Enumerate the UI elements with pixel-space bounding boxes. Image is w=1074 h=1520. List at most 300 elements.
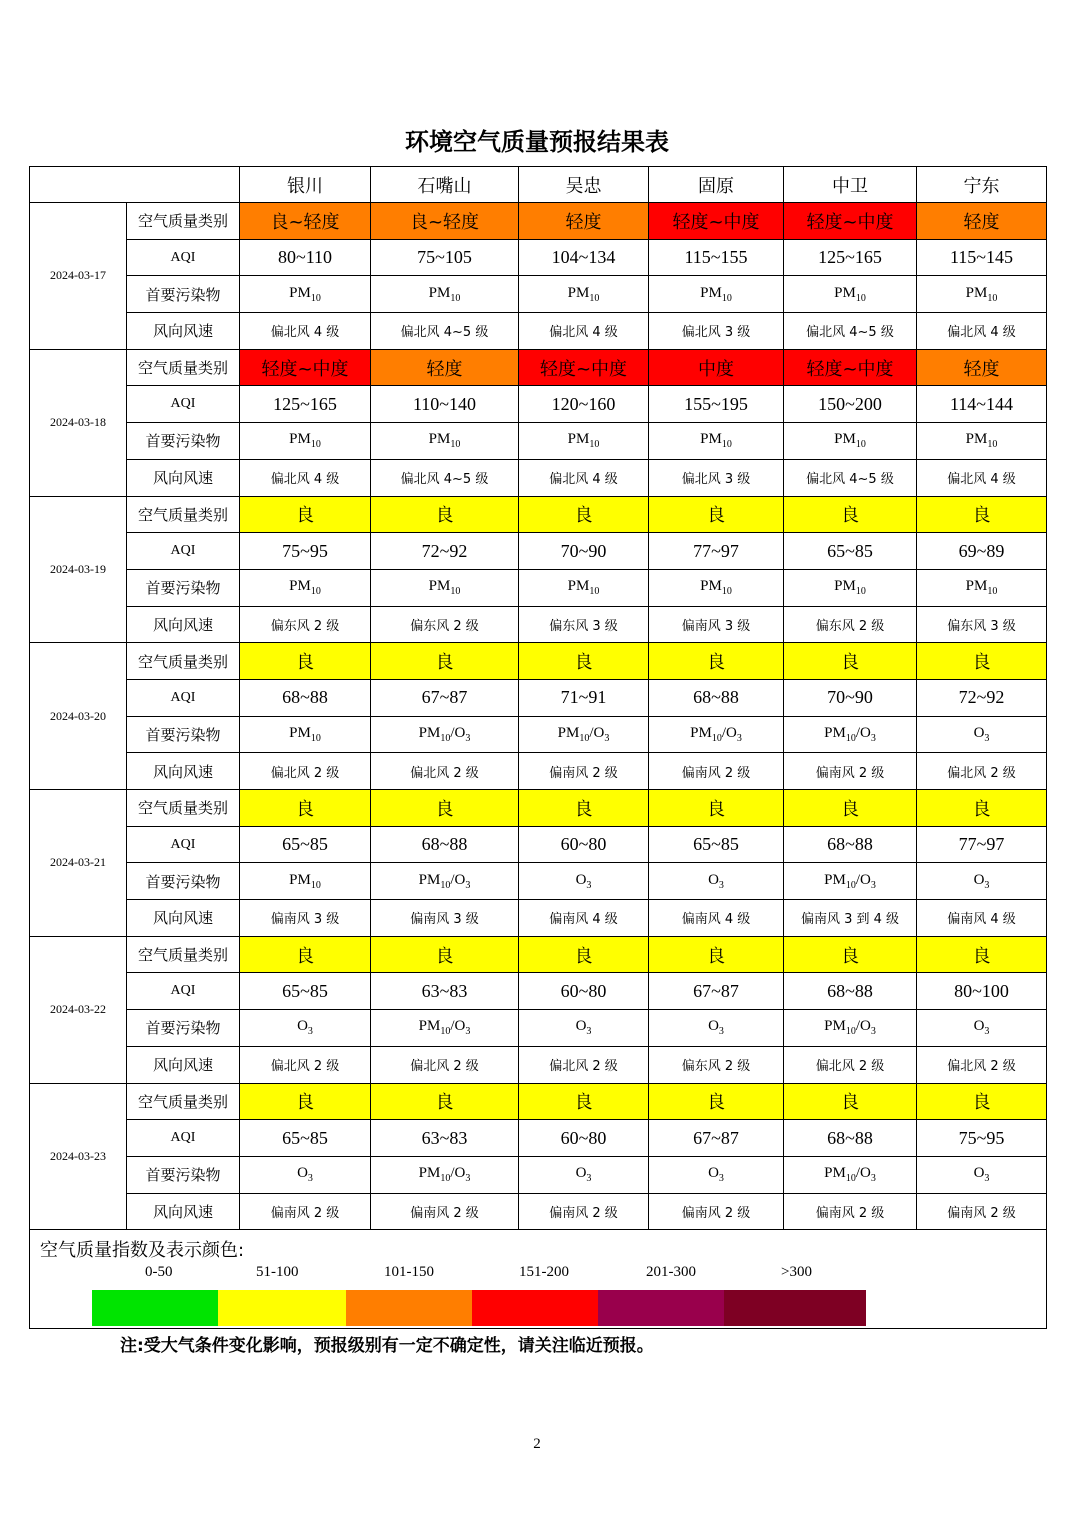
wind-cell: 偏南风 3 级 <box>240 900 371 937</box>
pollutant-name: PM <box>418 1018 441 1035</box>
forecast-row-category <box>30 349 1047 386</box>
primary-pollutant-cell <box>240 423 371 460</box>
aqi-range-cell: 80~100 <box>917 973 1047 1010</box>
legend-swatch-151-200 <box>472 1290 598 1326</box>
pollutant-subscript: 10 <box>987 439 998 451</box>
aqi-range-cell: 68~88 <box>784 826 917 863</box>
pollutant-name: PM <box>418 871 441 888</box>
aqi-category-cell: 良 <box>371 790 519 827</box>
city-header: 中卫 <box>784 167 917 203</box>
primary-pollutant-cell <box>371 1010 519 1047</box>
pollutant-name: PM <box>700 431 722 448</box>
forecast-row-pollutant <box>30 423 1047 460</box>
pollutant-subscript: 10 <box>579 732 590 744</box>
pollutant-secondary-base: O <box>575 871 587 888</box>
pollutant-secondary-base: /O <box>450 1165 466 1182</box>
pollutant-secondary-subscript: 3 <box>718 1173 724 1185</box>
pollutant-secondary <box>855 1018 876 1038</box>
wind-cell: 偏南风 2 级 <box>240 1193 371 1230</box>
pollutant-subscript: 10 <box>310 586 321 598</box>
pollutant-secondary <box>575 1018 592 1038</box>
wind-cell: 偏南风 2 级 <box>649 1193 784 1230</box>
wind-cell: 偏南风 4 级 <box>519 900 649 937</box>
pollutant-subscript: 10 <box>721 292 732 304</box>
primary-pollutant-cell <box>917 423 1047 460</box>
aqi-range-cell: 65~85 <box>784 533 917 570</box>
pollutant-secondary-base: O <box>708 1018 719 1035</box>
pollutant-secondary <box>450 1018 471 1038</box>
pollutant-name: PM <box>700 578 722 595</box>
aqi-range-cell: 75~95 <box>917 1120 1047 1157</box>
row-label-pollutant: 首要污染物 <box>127 863 240 900</box>
pollutant-subscript: 10 <box>589 586 600 598</box>
forecast-row-pollutant <box>30 1156 1047 1193</box>
aqi-category-cell: 良 <box>240 643 371 680</box>
primary-pollutant-cell <box>784 423 917 460</box>
forecast-row-aqi <box>30 826 1047 863</box>
pollutant-secondary-base: /O <box>855 724 871 741</box>
aqi-category-cell: 轻度~中度 <box>519 349 649 386</box>
pollutant-name: PM <box>824 871 846 888</box>
wind-cell: 偏北风 3 级 <box>649 313 784 350</box>
aqi-category-cell: 良~轻度 <box>240 203 371 240</box>
row-label-wind: 风向风速 <box>127 459 240 496</box>
aqi-range-cell: 67~87 <box>371 679 519 716</box>
pollutant-secondary <box>589 724 610 744</box>
wind-cell: 偏东风 3 级 <box>519 606 649 643</box>
pollutant-subscript: 10 <box>310 732 321 744</box>
pollutant-secondary-base: /O <box>855 1018 871 1035</box>
forecast-date: 2024-03-17 <box>30 203 127 350</box>
pollutant-secondary-base: O <box>575 1018 587 1035</box>
primary-pollutant-cell <box>371 569 519 606</box>
pollutant-subscript: 10 <box>310 879 321 891</box>
pollutant-secondary-subscript: 3 <box>307 1173 313 1185</box>
aqi-range-cell: 68~88 <box>371 826 519 863</box>
pollutant-subscript: 10 <box>450 292 461 304</box>
wind-cell: 偏南风 4 级 <box>649 900 784 937</box>
pollutant-subscript: 10 <box>987 586 998 598</box>
header-corner-cell <box>30 167 240 203</box>
row-label-category: 空气质量类别 <box>127 643 240 680</box>
forecast-row-category <box>30 1083 1047 1120</box>
primary-pollutant-cell <box>649 1156 784 1193</box>
forecast-row-aqi <box>30 386 1047 423</box>
legend-range-label: 201-300 <box>646 1264 696 1281</box>
pollutant-secondary <box>855 871 876 891</box>
primary-pollutant-cell <box>371 716 519 753</box>
aqi-range-cell: 80~110 <box>240 239 371 276</box>
forecast-row-wind <box>30 313 1047 350</box>
wind-cell: 偏北风 2 级 <box>240 1046 371 1083</box>
pollutant-secondary-subscript: 3 <box>586 1173 592 1185</box>
pollutant-secondary-base: /O <box>450 724 466 741</box>
aqi-range-cell: 65~85 <box>240 973 371 1010</box>
aqi-category-cell: 良 <box>519 1083 649 1120</box>
primary-pollutant-cell <box>649 716 784 753</box>
aqi-range-cell: 65~85 <box>649 826 784 863</box>
aqi-category-cell: 良 <box>371 496 519 533</box>
pollutant-secondary-subscript: 3 <box>870 879 876 891</box>
pollutant-subscript: 10 <box>450 586 461 598</box>
aqi-range-cell: 115~145 <box>917 239 1047 276</box>
primary-pollutant-cell <box>240 276 371 313</box>
aqi-range-cell: 104~134 <box>519 239 649 276</box>
pollutant-subscript: 10 <box>855 292 866 304</box>
pollutant-name: PM <box>567 578 590 595</box>
forecast-row-aqi <box>30 973 1047 1010</box>
pollutant-secondary-subscript: 3 <box>604 732 610 744</box>
pollutant-secondary-subscript: 3 <box>736 732 742 744</box>
legend-range-label: 51-100 <box>256 1264 299 1281</box>
forecast-row-pollutant <box>30 1010 1047 1047</box>
pollutant-name: PM <box>824 1165 846 1182</box>
pollutant-subscript: 10 <box>845 1173 856 1185</box>
disclaimer-note: 注:受大气条件变化影响，预报级别有一定不确定性，请关注临近预报。 <box>120 1336 654 1356</box>
wind-cell: 偏南风 2 级 <box>917 1193 1047 1230</box>
city-header: 银川 <box>240 167 371 203</box>
wind-cell: 偏北风 2 级 <box>917 753 1047 790</box>
pollutant-name: PM <box>289 284 311 301</box>
primary-pollutant-cell <box>649 423 784 460</box>
pollutant-secondary <box>297 1165 313 1185</box>
primary-pollutant-cell <box>519 423 649 460</box>
pollutant-secondary-subscript: 3 <box>465 1026 471 1038</box>
legend-range-label: 151-200 <box>519 1264 569 1281</box>
aqi-range-cell: 63~83 <box>371 1120 519 1157</box>
pollutant-secondary-base: O <box>973 871 985 888</box>
row-label-pollutant: 首要污染物 <box>127 1156 240 1193</box>
primary-pollutant-cell <box>649 1010 784 1047</box>
aqi-category-cell: 良 <box>519 643 649 680</box>
primary-pollutant-cell <box>371 423 519 460</box>
pollutant-name: PM <box>428 578 451 595</box>
aqi-range-cell: 67~87 <box>649 973 784 1010</box>
pollutant-subscript: 10 <box>440 879 451 891</box>
aqi-category-cell: 良 <box>649 496 784 533</box>
wind-cell: 偏南风 2 级 <box>784 753 917 790</box>
forecast-row-wind <box>30 900 1047 937</box>
wind-cell: 偏南风 4 级 <box>917 900 1047 937</box>
row-label-wind: 风向风速 <box>127 313 240 350</box>
aqi-range-cell: 72~92 <box>917 679 1047 716</box>
forecast-date: 2024-03-19 <box>30 496 127 643</box>
aqi-range-cell: 125~165 <box>240 386 371 423</box>
aqi-range-cell: 68~88 <box>784 1120 917 1157</box>
aqi-category-cell: 良 <box>649 643 784 680</box>
pollutant-subscript: 10 <box>310 439 321 451</box>
aqi-category-cell: 良 <box>784 936 917 973</box>
pollutant-secondary-base: O <box>297 1165 308 1182</box>
aqi-category-cell: 良 <box>240 1083 371 1120</box>
aqi-category-cell: 轻度 <box>519 203 649 240</box>
aqi-range-cell: 60~80 <box>519 1120 649 1157</box>
legend-swatch-201-300 <box>598 1290 724 1326</box>
primary-pollutant-cell <box>917 276 1047 313</box>
row-label-aqi: AQI <box>127 386 240 423</box>
primary-pollutant-cell <box>371 863 519 900</box>
wind-cell: 偏南风 3 到 4 级 <box>784 900 917 937</box>
wind-cell: 偏南风 3 级 <box>649 606 784 643</box>
pollutant-secondary <box>575 871 592 891</box>
pollutant-secondary-subscript: 3 <box>984 1173 990 1185</box>
forecast-row-category <box>30 643 1047 680</box>
pollutant-secondary <box>855 1165 876 1185</box>
forecast-row-category <box>30 790 1047 827</box>
pollutant-secondary <box>973 1018 990 1038</box>
pollutant-name: PM <box>834 284 856 301</box>
row-label-category: 空气质量类别 <box>127 496 240 533</box>
aqi-category-cell: 良 <box>917 643 1047 680</box>
aqi-category-cell: 轻度 <box>917 349 1047 386</box>
legend-swatch-0-50 <box>92 1290 218 1326</box>
wind-cell: 偏北风 2 级 <box>371 753 519 790</box>
pollutant-name: PM <box>965 431 988 448</box>
row-label-wind: 风向风速 <box>127 1046 240 1083</box>
aqi-range-cell: 60~80 <box>519 826 649 863</box>
wind-cell: 偏北风 2 级 <box>917 1046 1047 1083</box>
wind-cell: 偏北风 4~5 级 <box>371 459 519 496</box>
pollutant-secondary-base: O <box>973 724 985 741</box>
pollutant-subscript: 10 <box>310 292 321 304</box>
pollutant-secondary-base: O <box>708 871 719 888</box>
primary-pollutant-cell <box>240 1156 371 1193</box>
aqi-range-cell: 150~200 <box>784 386 917 423</box>
wind-cell: 偏北风 4 级 <box>240 313 371 350</box>
aqi-category-cell: 良 <box>784 1083 917 1120</box>
pollutant-secondary-subscript: 3 <box>586 879 592 891</box>
aqi-range-cell: 115~155 <box>649 239 784 276</box>
pollutant-secondary-base: /O <box>855 1165 871 1182</box>
pollutant-name: PM <box>289 724 311 741</box>
row-label-pollutant: 首要污染物 <box>127 423 240 460</box>
primary-pollutant-cell <box>519 863 649 900</box>
aqi-range-cell: 70~90 <box>784 679 917 716</box>
row-label-wind: 风向风速 <box>127 606 240 643</box>
wind-cell: 偏南风 3 级 <box>371 900 519 937</box>
pollutant-secondary-subscript: 3 <box>984 879 990 891</box>
pollutant-secondary-subscript: 3 <box>870 1173 876 1185</box>
aqi-category-cell: 良 <box>649 936 784 973</box>
forecast-row-wind <box>30 753 1047 790</box>
pollutant-name: PM <box>690 724 712 741</box>
pollutant-secondary-subscript: 3 <box>984 1026 990 1038</box>
primary-pollutant-cell <box>917 716 1047 753</box>
legend-swatch-51-100 <box>218 1290 346 1326</box>
aqi-category-cell: 轻度 <box>917 203 1047 240</box>
legend-range-label: >300 <box>781 1264 812 1281</box>
aqi-category-cell: 良 <box>519 936 649 973</box>
wind-cell: 偏北风 4 级 <box>240 459 371 496</box>
aqi-range-cell: 110~140 <box>371 386 519 423</box>
wind-cell: 偏北风 4 级 <box>519 313 649 350</box>
pollutant-subscript: 10 <box>987 292 998 304</box>
primary-pollutant-cell <box>240 863 371 900</box>
wind-cell: 偏南风 2 级 <box>784 1193 917 1230</box>
aqi-range-cell: 120~160 <box>519 386 649 423</box>
pollutant-subscript: 10 <box>845 1026 856 1038</box>
aqi-range-cell: 72~92 <box>371 533 519 570</box>
wind-cell: 偏北风 2 级 <box>784 1046 917 1083</box>
pollutant-name: PM <box>965 578 988 595</box>
primary-pollutant-cell <box>784 863 917 900</box>
pollutant-secondary-subscript: 3 <box>984 732 990 744</box>
aqi-category-cell: 中度 <box>649 349 784 386</box>
row-label-aqi: AQI <box>127 679 240 716</box>
pollutant-name: PM <box>289 578 311 595</box>
primary-pollutant-cell <box>519 716 649 753</box>
pollutant-name: PM <box>965 284 988 301</box>
pollutant-secondary <box>973 1165 990 1185</box>
primary-pollutant-cell <box>917 863 1047 900</box>
primary-pollutant-cell <box>519 276 649 313</box>
primary-pollutant-cell <box>519 1156 649 1193</box>
pollutant-secondary <box>973 724 990 744</box>
aqi-range-cell: 155~195 <box>649 386 784 423</box>
forecast-row-aqi <box>30 1120 1047 1157</box>
row-label-wind: 风向风速 <box>127 753 240 790</box>
primary-pollutant-cell <box>784 1010 917 1047</box>
pollutant-subscript: 10 <box>855 586 866 598</box>
wind-cell: 偏南风 2 级 <box>519 753 649 790</box>
aqi-range-cell: 65~85 <box>240 1120 371 1157</box>
pollutant-secondary-base: O <box>708 1165 719 1182</box>
aqi-range-cell: 68~88 <box>649 679 784 716</box>
pollutant-secondary <box>708 1165 724 1185</box>
aqi-category-cell: 良~轻度 <box>371 203 519 240</box>
aqi-category-cell: 良 <box>519 496 649 533</box>
wind-cell: 偏南风 2 级 <box>519 1193 649 1230</box>
pollutant-secondary-subscript: 3 <box>870 1026 876 1038</box>
pollutant-name: PM <box>289 871 311 888</box>
aqi-category-cell: 轻度 <box>371 349 519 386</box>
aqi-category-cell: 良 <box>519 790 649 827</box>
pollutant-secondary-base: /O <box>589 724 605 741</box>
pollutant-secondary-base: O <box>973 1165 985 1182</box>
aqi-category-cell: 良 <box>784 643 917 680</box>
pollutant-subscript: 10 <box>589 292 600 304</box>
aqi-range-cell: 75~105 <box>371 239 519 276</box>
primary-pollutant-cell <box>371 1156 519 1193</box>
aqi-category-cell: 良 <box>649 1083 784 1120</box>
forecast-row-aqi <box>30 679 1047 716</box>
wind-cell: 偏北风 4 级 <box>917 459 1047 496</box>
legend-swatch-101-150 <box>346 1290 472 1326</box>
forecast-row-pollutant <box>30 716 1047 753</box>
row-label-aqi: AQI <box>127 826 240 863</box>
pollutant-name: PM <box>824 724 846 741</box>
pollutant-subscript: 10 <box>721 586 732 598</box>
pollutant-secondary-base: /O <box>855 871 871 888</box>
forecast-row-wind <box>30 459 1047 496</box>
pollutant-name: PM <box>289 431 311 448</box>
row-label-pollutant: 首要污染物 <box>127 569 240 606</box>
city-header: 吴忠 <box>519 167 649 203</box>
aqi-category-cell: 良 <box>917 496 1047 533</box>
pollutant-secondary-subscript: 3 <box>718 1026 724 1038</box>
aqi-range-cell: 125~165 <box>784 239 917 276</box>
pollutant-subscript: 10 <box>721 439 732 451</box>
pollutant-name: PM <box>567 431 590 448</box>
forecast-table <box>29 166 1047 1329</box>
aqi-category-cell: 良 <box>784 496 917 533</box>
primary-pollutant-cell <box>917 569 1047 606</box>
primary-pollutant-cell <box>519 569 649 606</box>
wind-cell: 偏北风 4~5 级 <box>784 459 917 496</box>
pollutant-secondary <box>973 871 990 891</box>
aqi-range-cell: 75~95 <box>240 533 371 570</box>
wind-cell: 偏北风 4 级 <box>917 313 1047 350</box>
forecast-date: 2024-03-21 <box>30 790 127 937</box>
forecast-row-pollutant <box>30 863 1047 900</box>
primary-pollutant-cell <box>649 863 784 900</box>
pollutant-secondary <box>855 724 876 744</box>
city-header: 固原 <box>649 167 784 203</box>
pollutant-secondary <box>708 871 724 891</box>
pollutant-subscript: 10 <box>845 879 856 891</box>
forecast-row-wind <box>30 1193 1047 1230</box>
pollutant-name: PM <box>834 578 856 595</box>
pollutant-name: PM <box>557 724 580 741</box>
wind-cell: 偏东风 2 级 <box>240 606 371 643</box>
pollutant-secondary-subscript: 3 <box>718 879 724 891</box>
row-label-aqi: AQI <box>127 239 240 276</box>
row-label-category: 空气质量类别 <box>127 203 240 240</box>
aqi-category-cell: 轻度~中度 <box>784 203 917 240</box>
legend-swatch-over-300 <box>724 1290 866 1326</box>
forecast-date: 2024-03-22 <box>30 936 127 1083</box>
primary-pollutant-cell <box>784 716 917 753</box>
forecast-row-pollutant <box>30 569 1047 606</box>
pollutant-secondary <box>721 724 742 744</box>
primary-pollutant-cell <box>240 569 371 606</box>
pollutant-secondary <box>450 1165 471 1185</box>
aqi-category-cell: 良 <box>371 936 519 973</box>
wind-cell: 偏北风 4~5 级 <box>371 313 519 350</box>
primary-pollutant-cell <box>784 569 917 606</box>
pollutant-name: PM <box>834 431 856 448</box>
row-label-aqi: AQI <box>127 973 240 1010</box>
aqi-category-cell: 良 <box>917 790 1047 827</box>
row-label-wind: 风向风速 <box>127 1193 240 1230</box>
wind-cell: 偏南风 2 级 <box>649 753 784 790</box>
row-label-pollutant: 首要污染物 <box>127 276 240 313</box>
aqi-category-cell: 良 <box>240 496 371 533</box>
pollutant-subscript: 10 <box>589 439 600 451</box>
pollutant-secondary-base: O <box>575 1165 587 1182</box>
pollutant-name: PM <box>824 1018 846 1035</box>
header-row <box>30 167 1047 203</box>
aqi-category-cell: 良 <box>371 643 519 680</box>
pollutant-secondary-base: /O <box>721 724 737 741</box>
wind-cell: 偏东风 2 级 <box>784 606 917 643</box>
aqi-category-cell: 良 <box>784 790 917 827</box>
aqi-range-cell: 60~80 <box>519 973 649 1010</box>
aqi-range-cell: 68~88 <box>784 973 917 1010</box>
forecast-row-category <box>30 203 1047 240</box>
pollutant-secondary-subscript: 3 <box>307 1026 313 1038</box>
wind-cell: 偏东风 3 级 <box>917 606 1047 643</box>
city-header: 宁东 <box>917 167 1047 203</box>
aqi-range-cell: 63~83 <box>371 973 519 1010</box>
pollutant-secondary <box>575 1165 592 1185</box>
pollutant-secondary <box>297 1018 313 1038</box>
aqi-range-cell: 77~97 <box>917 826 1047 863</box>
primary-pollutant-cell <box>240 716 371 753</box>
wind-cell: 偏北风 2 级 <box>519 1046 649 1083</box>
aqi-range-cell: 68~88 <box>240 679 371 716</box>
aqi-range-cell: 70~90 <box>519 533 649 570</box>
